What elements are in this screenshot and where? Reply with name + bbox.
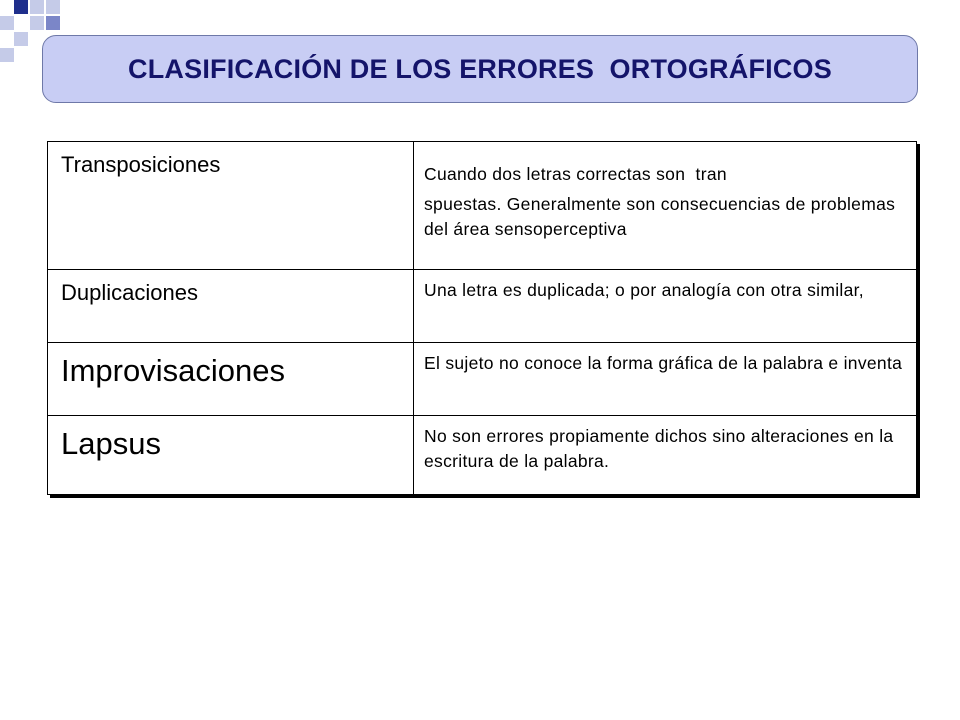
- description-text: No son errores propiamente dichos sino alteraciones en la escritura de la palabra.: [424, 426, 894, 471]
- table-row: [48, 270, 917, 343]
- table-row: [48, 343, 917, 416]
- description-text: Una letra es duplicada; o por analogía con otra similar,: [424, 280, 864, 300]
- title-banner: [42, 35, 918, 103]
- slide-title: CLASIFICACIÓN DE LOS ERRORES ORTOGRÁFICOS: [128, 53, 832, 84]
- corner-square-8: [0, 48, 14, 62]
- term-lapsus: Lapsus: [61, 426, 161, 461]
- corner-square-2: [30, 0, 44, 14]
- term-duplicaciones: Duplicaciones: [61, 280, 198, 305]
- term-cell: [48, 343, 414, 416]
- corner-square-3: [46, 0, 60, 14]
- term-cell: [48, 416, 414, 495]
- corner-square-5: [30, 16, 44, 30]
- description-text: El sujeto no conoce la forma gráfica de la palabra e inventa: [424, 353, 903, 373]
- corner-square-4: [0, 16, 14, 30]
- description-rest: spuestas. Generalmente son consecuencias de problemas del área sensoperceptiva: [424, 194, 896, 239]
- corner-square-7: [14, 32, 28, 46]
- description-cell: [414, 142, 917, 270]
- classification-table-wrapper: [47, 141, 917, 495]
- table-row: [48, 142, 917, 270]
- description-cell: [414, 343, 917, 416]
- corner-square-1: [14, 0, 28, 14]
- description-cell: [414, 416, 917, 495]
- description-line-1: Cuando dos letras correctas son tran: [424, 164, 727, 184]
- term-cell: [48, 142, 414, 270]
- description-cell: [414, 270, 917, 343]
- classification-table: [47, 141, 917, 495]
- term-cell: [48, 270, 414, 343]
- table-row: [48, 416, 917, 495]
- term-transposiciones: Transposiciones: [61, 152, 221, 177]
- term-improvisaciones: Improvisaciones: [61, 353, 285, 388]
- corner-square-6: [46, 16, 60, 30]
